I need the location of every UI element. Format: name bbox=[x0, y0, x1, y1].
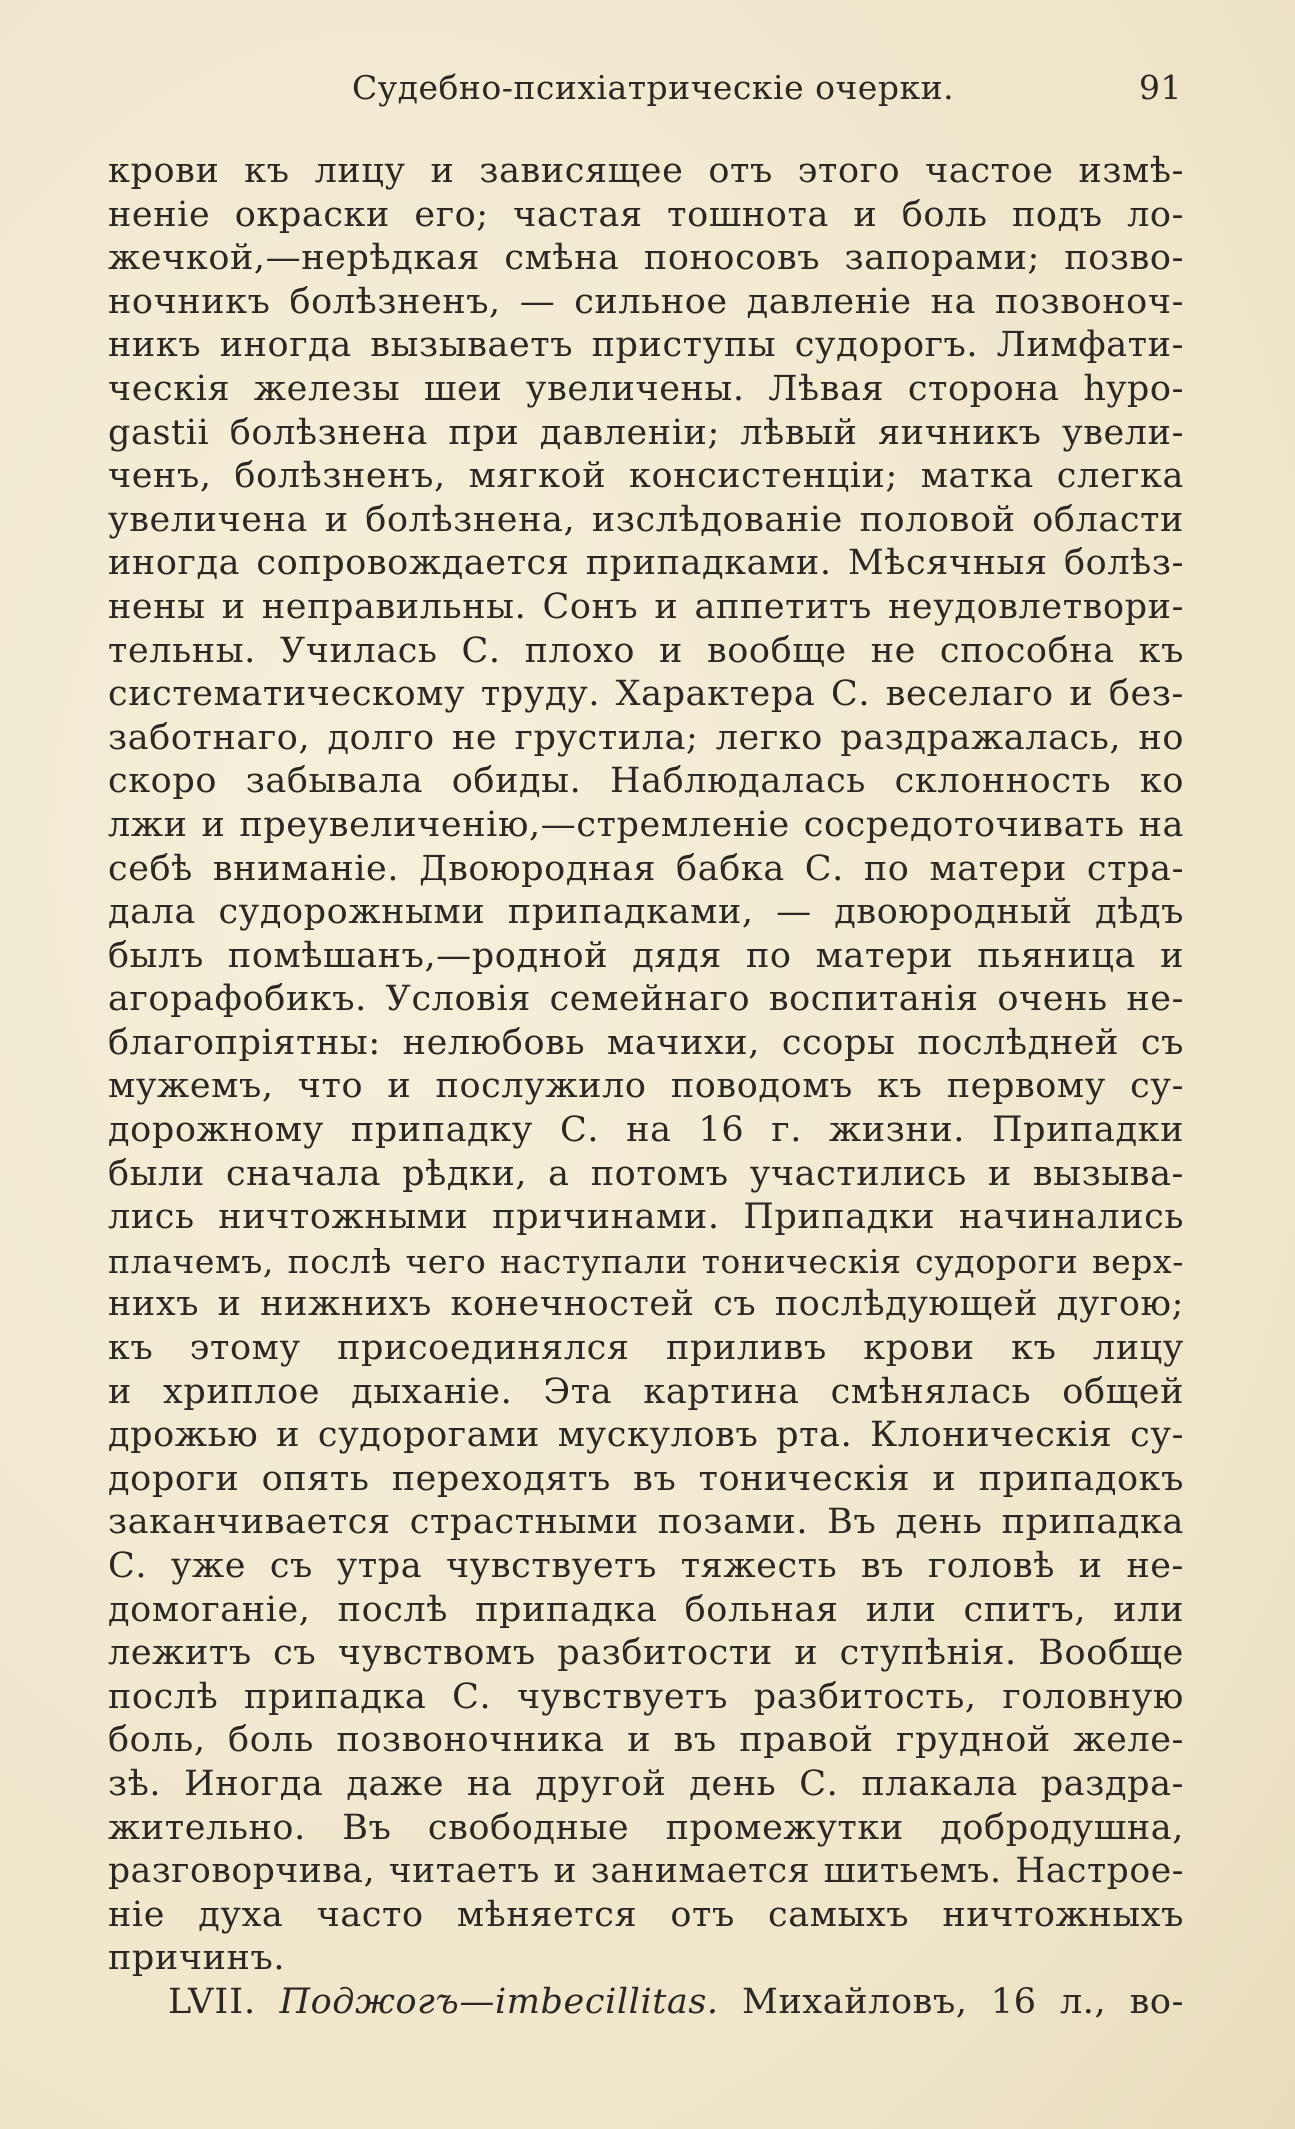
text-line: тельны. Училась С. плохо и вообще не способна къ bbox=[108, 630, 1184, 671]
text-line: дрожью и судорогами мускуловъ рта. Клоническія су- bbox=[108, 1415, 1184, 1456]
text-line: дороги опять переходятъ въ тоническія и припадокъ bbox=[108, 1458, 1184, 1499]
body-text bbox=[108, 150, 1184, 2025]
page-header bbox=[112, 68, 1182, 118]
text-line: дорожному припадку С. на 16 г. жизни. Припадки bbox=[108, 1110, 1184, 1151]
text-line-paragraph-end: причинъ. bbox=[108, 1938, 286, 1979]
text-line: домоганіе, послѣ припадка больная или спитъ, или bbox=[108, 1589, 1184, 1630]
page-number: 91 bbox=[1139, 68, 1182, 107]
text-line: заканчивается страстными позами. Въ день припадка bbox=[108, 1502, 1184, 1543]
text-line: ночникъ болѣзненъ, — сильное давленіе на позвоноч- bbox=[108, 281, 1184, 322]
text-line: къ этому присоединялся приливъ крови къ лицу bbox=[108, 1328, 1184, 1369]
text-line: нены и неправильны. Сонъ и аппетитъ неудовлетвори- bbox=[108, 586, 1184, 627]
text-line: жительно. Въ свободные промежутки добродушна, bbox=[108, 1807, 1184, 1848]
text-line: были сначала рѣдки, а потомъ участились и вызыва- bbox=[108, 1153, 1184, 1194]
text-line: неніе окраски его; частая тошнота и боль подъ ло- bbox=[108, 194, 1184, 235]
running-title: Судебно-психіатрическіе очерки. bbox=[352, 68, 955, 107]
section-text: Михайловъ, 16 л., во- bbox=[742, 1981, 1184, 2022]
text-line: зѣ. Иногда даже на другой день С. плакала раздра- bbox=[108, 1763, 1184, 1804]
text-line: С. уже съ утра чувствуетъ тяжесть въ головѣ и не- bbox=[108, 1546, 1184, 1586]
text-line: и хриплое дыханіе. Эта картина смѣнялась общей bbox=[108, 1371, 1184, 1412]
text-line: скоро забывала обиды. Наблюдалась склонность ко bbox=[108, 761, 1184, 802]
text-line: иногда сопровождается припадками. Мѣсячныя болѣз- bbox=[108, 543, 1184, 584]
text-line: ніе духа часто мѣняется отъ самыхъ ничтожныхъ bbox=[108, 1894, 1184, 1935]
text-line: крови къ лицу и зависящее отъ этого частое измѣ- bbox=[108, 151, 1184, 191]
text-line: благопріятны: нелюбовь мачихи, ссоры послѣдней съ bbox=[108, 1022, 1184, 1063]
text-line: увеличена и болѣзнена, изслѣдованіе половой области bbox=[108, 499, 1184, 540]
text-line: нихъ и нижнихъ конечностей съ послѣдующей дугою; bbox=[108, 1284, 1184, 1325]
section-heading-line bbox=[108, 1981, 1184, 2025]
text-line: себѣ вниманіе. Двоюродная бабка С. по матери стра- bbox=[108, 848, 1184, 889]
text-line: ческія железы шеи увеличены. Лѣвая сторона hypo- bbox=[108, 368, 1184, 409]
text-line: мужемъ, что и послужило поводомъ къ первому су- bbox=[108, 1066, 1184, 1107]
text-line: лежитъ съ чувствомъ разбитости и ступѣнія. Вообще bbox=[108, 1633, 1184, 1674]
section-number: LVII. bbox=[168, 1981, 257, 2022]
text-line: gastii болѣзнена при давленіи; лѣвый яичникъ увели- bbox=[108, 412, 1184, 453]
text-line: заботнаго, долго не грустила; легко раздражалась, но bbox=[108, 717, 1184, 758]
text-line: агорафобикъ. Условія семейнаго воспитанія очень не- bbox=[108, 979, 1184, 1020]
text-line: систематическому труду. Характера С. веселаго и без- bbox=[108, 674, 1184, 715]
text-line: разговорчива, читаетъ и занимается шитьемъ. Настрое- bbox=[108, 1851, 1184, 1892]
text-line: боль, боль позвоночника и въ правой грудной желе- bbox=[108, 1720, 1184, 1761]
text-line: послѣ припадка С. чувствуетъ разбитость, головную bbox=[108, 1676, 1184, 1717]
text-line: лжи и преувеличенію,—стремленіе сосредоточивать на bbox=[108, 804, 1184, 845]
text-line: дала судорожными припадками, — двоюродный дѣдъ bbox=[108, 892, 1184, 933]
text-line: никъ иногда вызываетъ приступы судорогъ. Лимфати- bbox=[108, 325, 1184, 366]
text-line: жечкой,—нерѣдкая смѣна поносовъ запорами; позво- bbox=[108, 238, 1184, 279]
text-line: былъ помѣшанъ,—родной дядя по матери пьяница и bbox=[108, 935, 1184, 976]
section-title: Поджогъ—imbecillitas. bbox=[279, 1981, 719, 2022]
text-line: плачемъ, послѣ чего наступали тоническія судороги верх- bbox=[108, 1241, 1184, 1281]
text-line: ченъ, болѣзненъ, мягкой консистенціи; матка слегка bbox=[108, 456, 1184, 497]
text-line: лись ничтожными причинами. Припадки начинались bbox=[108, 1197, 1184, 1238]
